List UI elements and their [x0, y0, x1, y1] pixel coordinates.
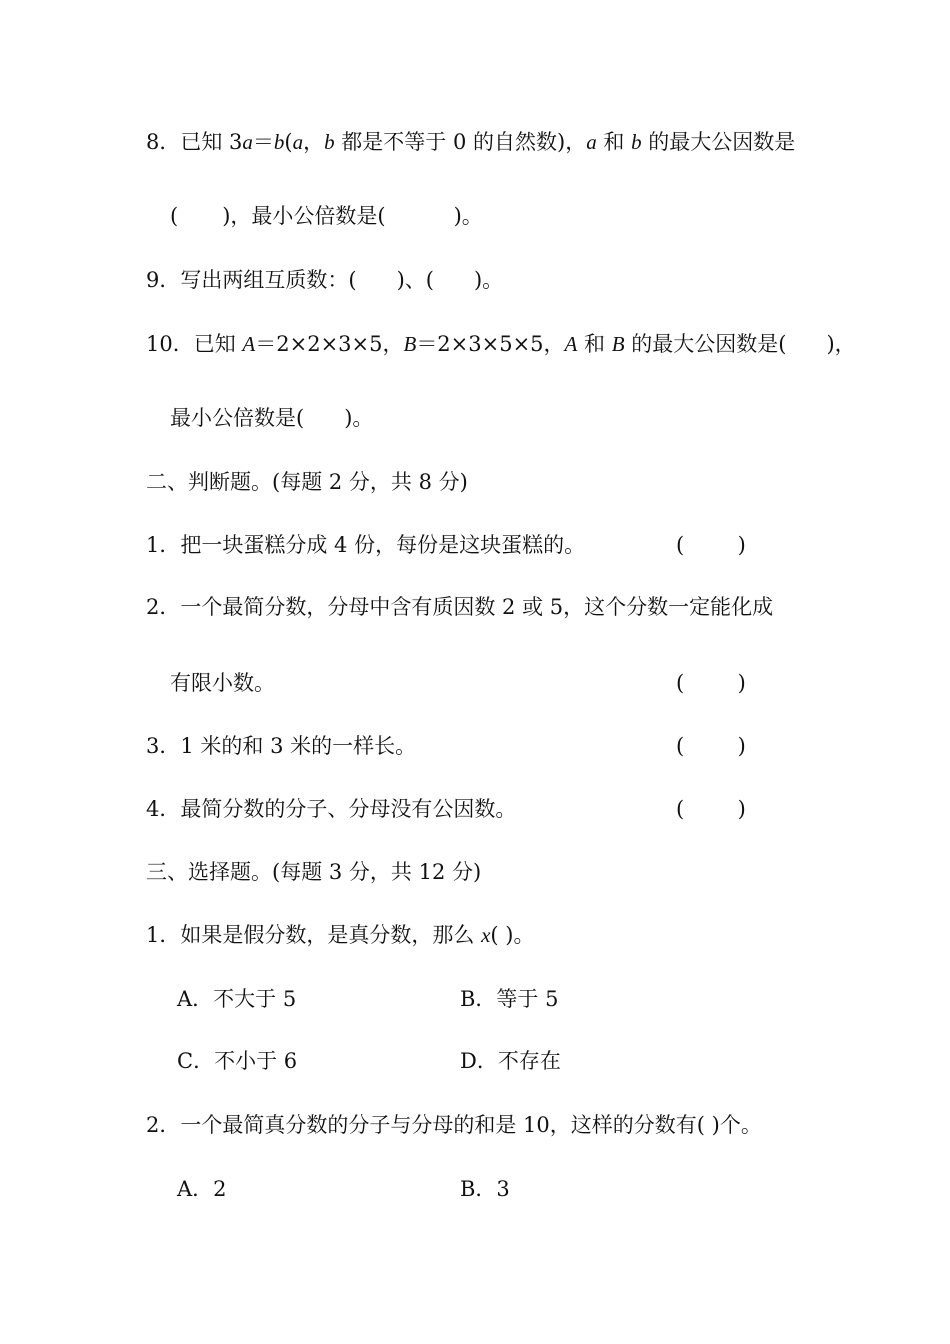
var-A: A	[242, 332, 256, 356]
question-number: 4．	[146, 797, 181, 821]
judge-item-3	[146, 732, 416, 760]
text: )、(	[396, 268, 434, 292]
question-10-line2	[170, 404, 373, 432]
section-heading-judge: 二、判断题。(每题 2 分，共 8 分)	[146, 470, 468, 494]
question-number: 1．	[146, 533, 181, 557]
text: 和	[596, 130, 632, 154]
option-a[interactable]: A．不大于 5	[177, 987, 297, 1011]
text: 已知 3	[180, 130, 243, 154]
text: 都是不等于 0 的自然数)，	[334, 130, 587, 154]
question-number: 2．	[146, 595, 181, 619]
question-8-line2	[170, 202, 483, 230]
judge-item-1	[146, 531, 585, 559]
blank-open: (	[170, 204, 179, 228]
judge-item-2-line2: 有限小数。	[170, 671, 275, 695]
text: )。	[473, 268, 504, 292]
var-b: b	[273, 130, 285, 154]
text: ＝2×3×5×5，	[416, 332, 565, 356]
var-b: b	[631, 130, 642, 154]
var-B: B	[611, 332, 625, 356]
text: )，最小公倍数是(	[222, 204, 386, 228]
question-8-line1	[146, 128, 795, 156]
choice-question-1	[146, 921, 534, 949]
answer-bracket[interactable]: ( )	[676, 734, 746, 758]
judge-item-4	[146, 795, 516, 823]
answer-bracket[interactable]: ( )	[676, 671, 746, 695]
text: ( )。	[490, 923, 535, 947]
question-number: 1．	[146, 923, 181, 947]
text: 把一块蛋糕分成 4 份，每份是这块蛋糕的。	[180, 533, 586, 557]
answer-bracket[interactable]: ( )	[676, 533, 746, 557]
text: 最小公倍数是(	[170, 406, 305, 430]
option-c[interactable]: C．不小于 6	[177, 1049, 298, 1073]
text: 写出两组互质数：(	[180, 268, 357, 292]
var-b: b	[324, 130, 335, 154]
text: (	[284, 130, 293, 154]
var-a: a	[242, 130, 253, 154]
question-number: 9．	[146, 268, 181, 292]
var-a: a	[586, 130, 597, 154]
text: 已知	[193, 332, 243, 356]
text: ＝	[252, 130, 274, 154]
var-x: x	[481, 923, 491, 947]
var-B: B	[403, 332, 417, 356]
text: )。	[344, 406, 374, 430]
judge-item-2	[146, 593, 773, 621]
var-a: a	[292, 130, 304, 154]
section-heading-choice: 三、选择题。(每题 3 分，共 12 分)	[146, 860, 482, 884]
text: )。	[453, 204, 483, 228]
text: )，	[826, 332, 856, 356]
option-b[interactable]: B．3	[460, 1177, 510, 1201]
question-number: 8．	[146, 130, 181, 154]
option-d[interactable]: D．不存在	[460, 1049, 561, 1073]
text: ，	[303, 130, 325, 154]
question-number: 3．	[146, 734, 181, 758]
text: ＝2×2×3×5，	[255, 332, 404, 356]
text: 1 米的和 3 米的一样长。	[180, 734, 417, 758]
var-A: A	[564, 332, 578, 356]
question-10-line1	[146, 330, 856, 358]
question-9	[146, 266, 503, 294]
text: 和	[577, 332, 612, 356]
text: 最简分数的分子、分母没有公因数。	[180, 797, 517, 821]
option-a[interactable]: A．2	[177, 1177, 227, 1201]
option-b[interactable]: B．等于 5	[460, 987, 559, 1011]
question-number: 2．	[146, 1113, 181, 1137]
answer-bracket[interactable]: ( )	[676, 797, 746, 821]
text: 一个最简真分数的分子与分母的和是 10，这样的分数有( )个。	[180, 1113, 762, 1137]
choice-question-2	[146, 1111, 762, 1139]
text: 如果是假分数，是真分数，那么	[180, 923, 482, 947]
question-number: 10．	[146, 332, 194, 356]
text: 的最大公因数是	[641, 130, 796, 154]
text: 一个最简分数，分母中含有质因数 2 或 5，这个分数一定能化成	[180, 595, 774, 619]
text: 的最大公因数是(	[624, 332, 787, 356]
